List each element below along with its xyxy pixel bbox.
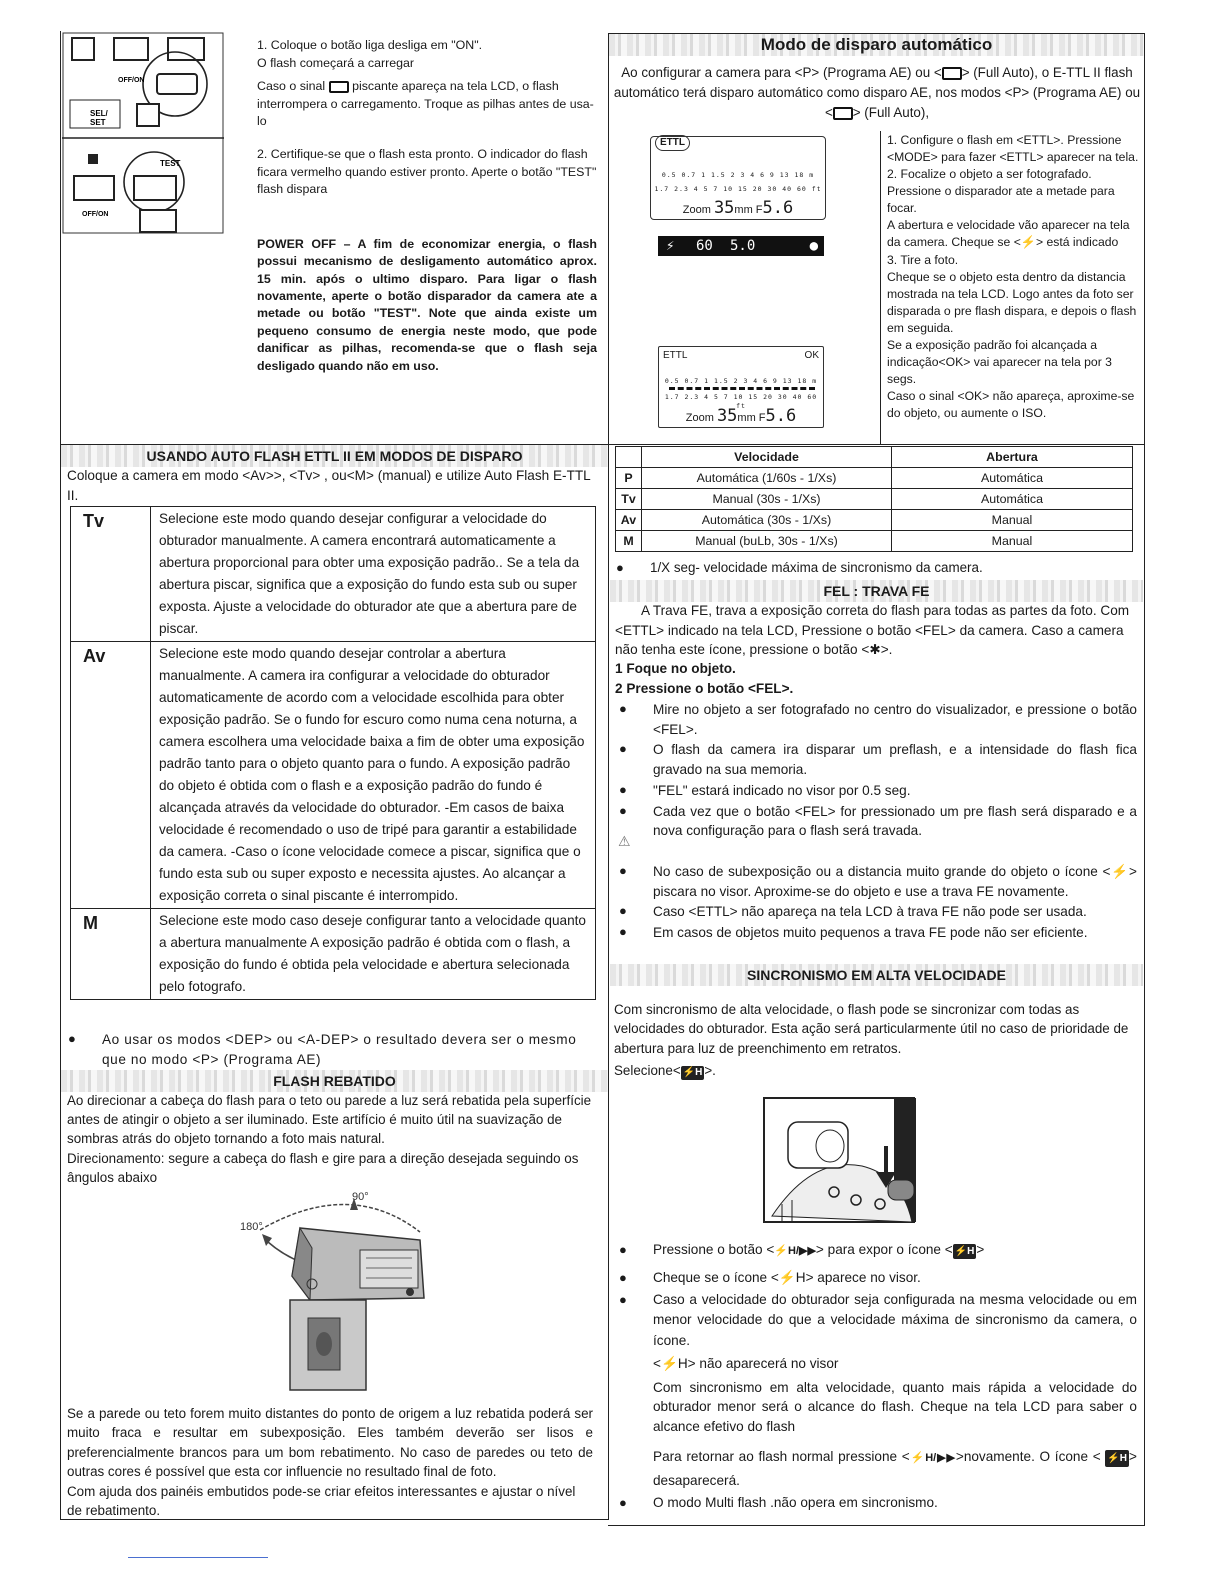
- mode-label: Tv: [71, 507, 151, 642]
- high-speed-icon: ⚡H: [954, 1246, 975, 1257]
- hss-select: Selecione< ⚡H >.: [614, 1063, 716, 1078]
- lcd-display-2: [658, 346, 824, 428]
- table-row: [71, 909, 596, 1000]
- lcd-display-1: [650, 136, 826, 220]
- bounce-intro: Ao direcionar a cabeça do flash para o teto ou parede a luz será rebatida pela superfície antes de atingir o objeto a ser iluminado. Este artifício é muito útil na suavização de sombras atrás do objeto tornando a foto mais natural.: [67, 1093, 592, 1146]
- fe-bullets: [615, 700, 1137, 842]
- footer-rule: [128, 1557, 268, 1558]
- list-item: ● No caso de subexposição ou a distancia muito grande do objeto o ícone <⚡> piscara no visor. Aproxime-se do objeto e use a trava FE novamente.: [615, 862, 1137, 901]
- list-item: ● Caso <ETTL> não apareça na tela LCD à trava FE não pode ser usada.: [615, 902, 1137, 922]
- battery-warning-text: Caso o sinal piscante apareça na tela LCD, o flash interrompera o carregamento. Troque as pilhas antes de usa-lo: [257, 79, 594, 129]
- auto-mode-intro: Ao configurar a camera para <P> (Programa AE) ou < > (Full Auto), o E-TTL II flash automático terá disparo automático como disparo AE, nos modos <P> (Programa AE) ou < > (Full Auto),: [613, 65, 1141, 121]
- shutter-readout: 60: [696, 238, 713, 254]
- step2-text: 2. Certifique-se que o flash esta pronto. O indicador do flash ficara vermelho quando estiver pronto. Aperte o botão "TEST" flash dispara: [257, 147, 597, 197]
- aperture-readout: 5.0: [730, 238, 756, 254]
- angle-180-label: 180°: [240, 1221, 263, 1233]
- hss-continuation: <⚡H> não aparecerá no visor Com sincronismo em alta velocidade, quanto mais rápida a velocidade do obturador menor será o alcance do flash. Cheque na tela LCD para saber o alcance efetivo do flash Para retornar ao flash normal pressione <⚡H/▶▶>novamente. O ícone < ⚡H > desaparecerá.: [653, 1356, 1137, 1488]
- column-header: Abertura: [892, 447, 1133, 468]
- distance-scale-m-2: 0.5 0.7 1 1.5 2 3 4 6 9 13 18 m: [664, 377, 818, 385]
- hs-button-icon: ⚡H/▶▶: [774, 1245, 816, 1257]
- sync-table: [615, 446, 1133, 552]
- steps-divider: [880, 131, 881, 445]
- full-auto-icon-2: [833, 107, 853, 120]
- list-item: ● Mire no objeto a ser fotografado no centro do visualizador, e pressione o botão <FEL>.: [615, 700, 1137, 739]
- ettl-label: ETTL: [663, 350, 688, 361]
- bounce-outro-2: Com ajuda dos painéis embutidos pode-se criar efeitos interessantes e ajustar o nível de rebatimento.: [67, 1484, 576, 1519]
- distance-scale-ft-2: 1.7 2.3 4 5 7 10 15 20 30 40 60 ft: [664, 393, 818, 410]
- table-row: [71, 642, 596, 909]
- list-item: ● O modo Multi flash .não opera em sincronismo.: [615, 1494, 1137, 1512]
- mode-description: Selecione este modo caso deseje configurar tanto a velocidade quanto a abertura manualmente A exposição padrão é obtida com o flash, a exposição do fundo é obtida pela velocidade e abertura selecionada pelo fotografo.: [151, 909, 596, 1000]
- label-off-on-2: OFF/ON: [82, 211, 109, 218]
- table-row: P Automática (1/60s - 1/Xs) Automática: [616, 468, 1133, 489]
- ettl-badge: ETTL: [655, 135, 690, 151]
- hs-button-icon: ⚡H/▶▶: [909, 1451, 956, 1464]
- mode-description: Selecione este modo quando desejar controlar a abertura manualmente. A camera ira configurar a velocidade do obturador automaticamente de acordo com a velocidade escolhida para obter exposição padrão. Se o fundo for escuro como numa cena noturna, a camera escolhera uma velocidade baixa a fim de obter uma exposição padrão tanto para o objeto quanto para o fundo. A exposição padrão do objeto é obtida com o flash e a exposição padrão do fundo é alcançada através da velocidade do obturador. -Em casos de baixa velocidade é recomendado o uso de tripé para garantir a estabilidade da camera. -Caso o ícone velocidade comece a piscar, significa que o fundo esta sub ou super exposto e necessita ajustes. Ao alcançar a exposição correta o sinal piscante é interrompido.: [151, 642, 596, 909]
- auto-mode-header: Modo de disparo automático: [609, 34, 1144, 56]
- viewfinder-bar: [658, 236, 824, 256]
- label-off-on-1: OFF/ON: [118, 77, 145, 84]
- zoom-readout: Zoom 35mm F5.6: [682, 198, 794, 218]
- sync-note: ● 1/X seg- velocidade máxima de sincronismo da camera.: [612, 559, 1132, 578]
- fe-step1: 1 Foque no objeto.: [615, 661, 736, 676]
- hss-header: SINCRONISMO EM ALTA VELOCIDADE: [610, 964, 1143, 986]
- list-item: ● Em casos de objetos muito pequenos a trava FE pode não ser eficiente.: [615, 923, 1137, 943]
- bounce-flash-illustration: [240, 1188, 460, 1398]
- ettl-modes-table: [70, 506, 596, 1000]
- hss-bullets: [615, 1240, 1137, 1352]
- hss-button-illustration: [762, 1096, 922, 1224]
- list-item: ● O flash da camera ira disparar um preflash, e a intensidade do flash fica gravado na sua memoria.: [615, 740, 1137, 779]
- table-row: M Manual (buLb, 30s - 1/Xs) Manual: [616, 531, 1133, 552]
- ettl-modes-header: USANDO AUTO FLASH ETTL II EM MODOS DE DISPARO: [61, 445, 608, 467]
- power-off-text: POWER OFF – A fim de economizar energia, o flash possui mecanismo de desligamento automático aprox. 15 min. após o ultimo disparo. Para ligar o flash novamente, aperte o botão disparador da camera ate a metade ou botão "TEST". Note que ainda existe um pequeno consumo de energia neste modo, que pode danificar as pilhas, recomenda-se que o flash seja desligado quando não em uso.: [257, 237, 597, 373]
- angle-90-label: 90°: [352, 1191, 369, 1203]
- high-speed-icon: ⚡H: [1105, 1450, 1129, 1468]
- column-header: [616, 447, 642, 468]
- mode-label: M: [71, 909, 151, 1000]
- caution-icon: ⚠: [618, 833, 631, 849]
- battery-icon: [329, 81, 349, 93]
- focus-dot-icon: ●: [809, 238, 818, 254]
- label-test: TEST: [160, 159, 181, 168]
- fe-lock-header: FEL : TRAVA FE: [610, 580, 1143, 602]
- bounce-header: FLASH REBATIDO: [61, 1070, 608, 1092]
- flash-controls-illustration: [62, 32, 224, 234]
- table-row: Tv Manual (30s - 1/Xs) Automática: [616, 489, 1133, 510]
- ettl-modes-intro: Coloque a camera em modo <Av>>, <Tv> , ou<M> (manual) e utilize Auto Flash E-TTL II.: [67, 468, 591, 503]
- hss-bullet-last: [615, 1494, 1137, 1513]
- table-header-row: [616, 447, 1133, 468]
- fe-step2: 2 Pressione o botão <FEL>.: [615, 681, 794, 696]
- list-item: ● Caso a velocidade do obturador seja configurada na mesma velocidade ou em menor velocidade do que a velocidade máxima de sincronismo da camera, o ícone.: [615, 1290, 1137, 1351]
- table-row: [71, 507, 596, 642]
- bounce-direction: Direcionamento: segure a cabeça do flash e gire para a direção desejada seguindo os ângulos abaixo: [67, 1151, 579, 1185]
- svg-text:SET: SET: [90, 118, 106, 127]
- hss-intro: Com sincronismo de alta velocidade, o flash pode se sincronizar com todas as velocidades do obturador. Esta ação será particularmente útil no caso de prioridade de abertura para luz de preenchimento em retratos.: [614, 1002, 1129, 1056]
- distance-scale-m: 0.5 0.7 1 1.5 2 3 4 6 9 13 18 m: [661, 171, 815, 179]
- high-speed-icon: ⚡H: [682, 1067, 703, 1078]
- label-sel-set: SEL/: [90, 109, 108, 118]
- dep-note: ● Ao usar os modos <DEP> ou <A-DEP> o resultado devera ser o mesmo que no modo <P> (Programa AE): [64, 1030, 598, 1070]
- ok-label: OK: [804, 350, 819, 361]
- list-item: ● Cheque se o ícone <⚡H> aparece no visor.: [615, 1268, 1137, 1288]
- list-item: ● "FEL" estará indicado no visor por 0.5 seg.: [615, 781, 1137, 801]
- auto-mode-steps: 1. Configure o flash em <ETTL>. Pressione <MODE> para fazer <ETTL> aparecer na tela. 2. Focalize o objeto a ser fotografado. Pressione o disparador ate a metade para focar. A abertura e velocidade vão aparecer na tela da camera. Cheque se <⚡> está indicado 3. Tire a foto. Cheque se o objeto esta dentro da distancia mostrada na tela LCD. Logo antes da foto ser disparada o pre flash dispara, e depois o flash em seguida. Se a exposição padrão foi alcançada a indicação<OK> vai aparecer na tela por 3 segs. Caso o sinal <OK> não apareça, aproxime-se do objeto, ou aumente o ISO.: [887, 133, 1139, 421]
- fe-lock-intro: A Trava FE, trava a exposição correta do flash para todas as partes da foto. Com <ETTL> indicado na tela LCD, Pressione o botão <FEL> da camera. Caso a camera não tenha este ícone, pressione o botão <✱>.: [615, 603, 1130, 658]
- distance-bar: [669, 387, 815, 390]
- distance-scale-ft: 1.7 2.3 4 5 7 10 15 20 30 40 60 ft: [654, 185, 822, 193]
- mode-label: Av: [71, 642, 151, 909]
- column-header: Velocidade: [642, 447, 892, 468]
- step1-text: 1. Coloque o botão liga desliga em "ON". O flash começará a carregar: [257, 38, 483, 70]
- mode-description: Selecione este modo quando desejar configurar a velocidade do obturador manualmente. A camera encontrará automaticamente a abertura proporcional para obter uma exposição padrão.. Se a tela da abertura piscar, significa que a exposição do fundo esta sub ou super exposta. Ajuste a velocidade do obturador ate que a abertura pare de piscar.: [151, 507, 596, 642]
- bounce-outro: Se a parede ou teto forem muito distantes do ponto de origem a luz rebatida poderá ser muito fraca e resultar em subexposição. Eles também deverão ser lisos e preferencialmente brancos para um bom rebatimento. No caso de paredes ou teto de outras cores é possível que esta cor influencie no resultado final de foto.: [67, 1406, 593, 1480]
- table-row: Av Automática (30s - 1/Xs) Manual: [616, 510, 1133, 531]
- full-auto-icon: [942, 67, 962, 80]
- list-item: ● Pressione o botão <⚡H/▶▶> para expor o ícone < ⚡H >: [615, 1240, 1137, 1260]
- flash-icon: ⚡: [666, 238, 675, 254]
- zoom-readout-2: Zoom 35mm F5.6: [685, 406, 797, 426]
- list-item: ● Cada vez que o botão <FEL> for pressionado um pre flash será disparado e a nova configuração para o flash será travada.: [615, 802, 1137, 841]
- fe-bullets-2: [615, 862, 1137, 944]
